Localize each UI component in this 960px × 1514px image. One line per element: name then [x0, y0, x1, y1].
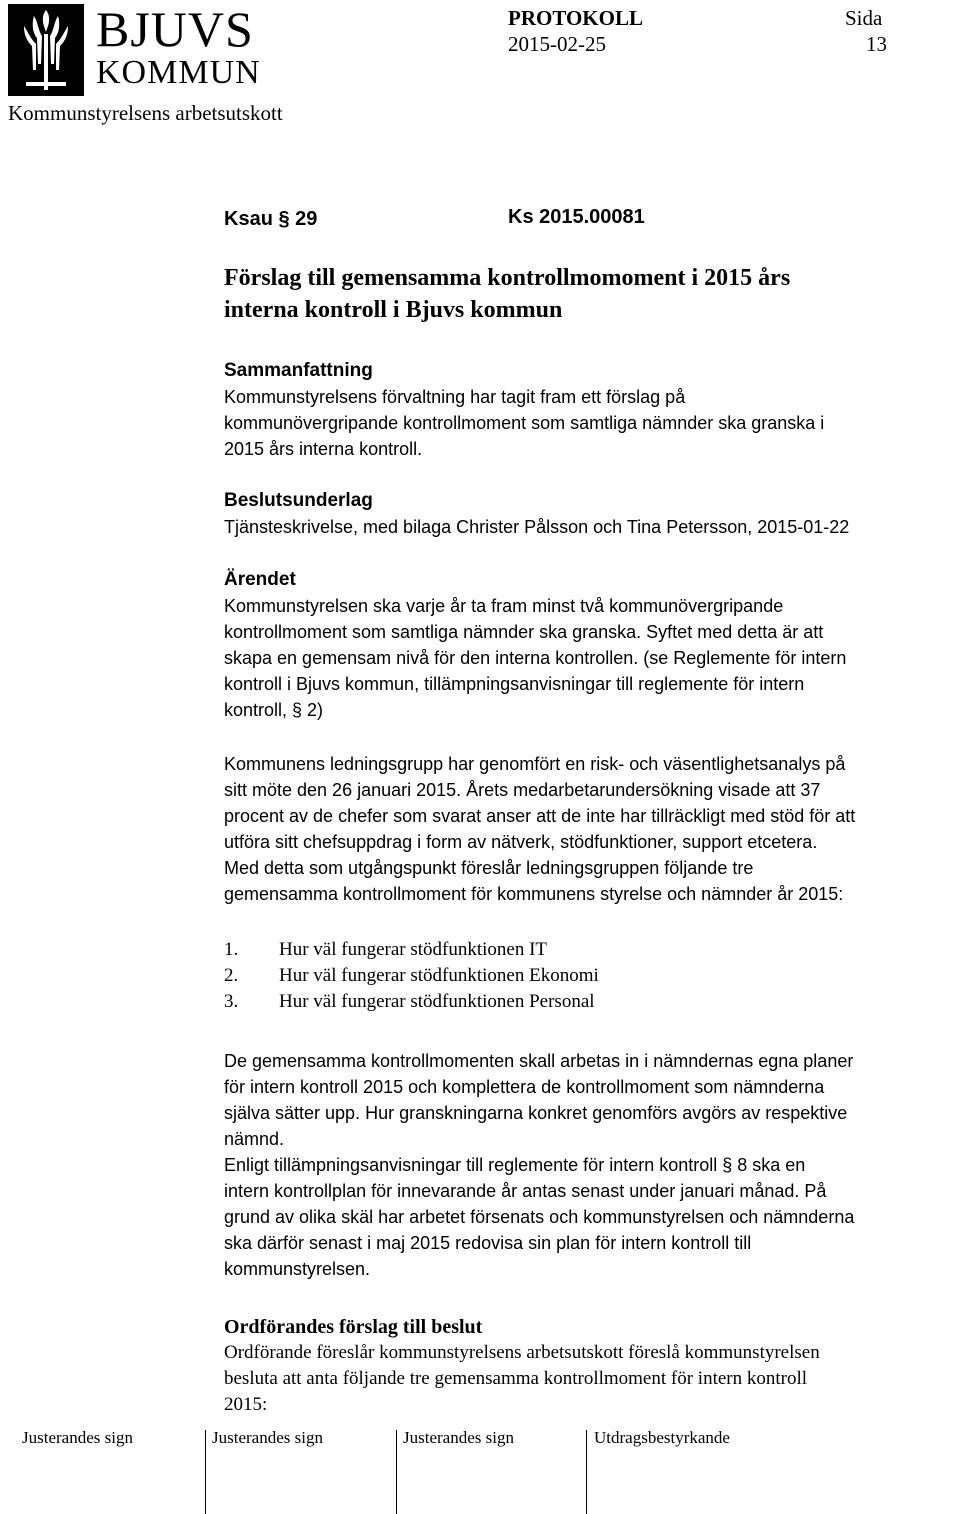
- text-line: 2015 års interna kontroll.: [224, 439, 423, 459]
- text-line: grund av olika skäl har arbetet försenats och kommunstyrelsen och nämnderna: [224, 1207, 855, 1227]
- list-number: 3.: [224, 991, 239, 1012]
- paragraph-plan: [224, 1048, 854, 1282]
- organ-name: Kommunstyrelsens arbetsutskott: [8, 101, 283, 125]
- signature-divider: [205, 1430, 206, 1514]
- text-line: Kommunens ledningsgrupp har genomfört en risk- och väsentlighetsanalys på: [224, 754, 846, 774]
- list-item: [224, 963, 599, 989]
- item-title: [224, 262, 924, 326]
- text-line: kommunövergripande kontrollmoment som samtliga nämnder ska granska i: [224, 413, 825, 433]
- text-line: Kommunstyrelsen ska varje år ta fram minst två kommunövergripande: [224, 596, 784, 616]
- text-line: kontroll, § 2): [224, 700, 324, 720]
- list-number: 2.: [224, 965, 239, 986]
- list-text: Hur väl fungerar stödfunktionen Ekonomi: [279, 965, 599, 986]
- text-line: Kommunstyrelsens förvaltning har tagit fram ett förslag på: [224, 387, 686, 407]
- section-arendet: [224, 567, 846, 723]
- section-sammanfattning: [224, 358, 824, 462]
- text-line: gemensamma kontrollmoment för kommunens styrelse och nämnder år 2015:: [224, 884, 844, 904]
- section-ordforande: [224, 1314, 820, 1418]
- text-line: procent av de chefer som svarat anser att de inte har tillräckligt med stöd för att: [224, 806, 856, 826]
- text-line: De gemensamma kontrollmomenten skall arbetas in i nämndernas egna planer: [224, 1051, 854, 1071]
- title-line: interna kontroll i Bjuvs kommun: [224, 297, 563, 323]
- page-label: Sida: [845, 6, 883, 30]
- text-line: Enligt tillämpningsanvisningar till reglemente för intern kontroll § 8 ska en: [224, 1155, 806, 1175]
- document-type: PROTOKOLL: [508, 6, 643, 30]
- text-line: skapa en gemensam nivå för den interna kontrollen. (se Reglemente för intern: [224, 648, 847, 668]
- text-line: Med detta som utgångspunkt föreslår ledningsgruppen följande tre: [224, 858, 754, 878]
- text-line: utföra sitt chefsuppdrag i form av nätverk, stödfunktioner, support etcetera.: [224, 832, 818, 852]
- list-item: [224, 989, 595, 1015]
- page-number: 13: [866, 32, 887, 56]
- list-text: Hur väl fungerar stödfunktionen IT: [279, 939, 548, 960]
- text-line: kommunstyrelsen.: [224, 1259, 371, 1279]
- section-beslutsunderlag: [224, 488, 849, 540]
- torch-emblem-icon: [8, 4, 84, 96]
- signature-divider: [396, 1430, 397, 1514]
- text-line: själva sätter upp. Hur granskningarna konkret genomförs avgörs av respektive: [224, 1103, 848, 1123]
- text-line: 2015:: [224, 1394, 268, 1415]
- signature-label: Justerandes sign: [22, 1428, 133, 1447]
- text-line: för intern kontroll 2015 och komplettera de kontrollmoment som nämnderna: [224, 1077, 825, 1097]
- text-line: Tjänsteskrivelse, med bilaga Christer Pålsson och Tina Petersson, 2015-01-22: [224, 517, 850, 537]
- text-line: besluta att anta följande tre gemensamma kontrollmoment för intern kontroll: [224, 1368, 808, 1389]
- signature-label: Justerandes sign: [403, 1428, 514, 1447]
- brand-name: BJUVS: [96, 1, 254, 57]
- signature-label: Justerandes sign: [212, 1428, 323, 1447]
- text-line: nämnd.: [224, 1129, 285, 1149]
- title-line: Förslag till gemensamma kontrollmomoment i 2015 års: [224, 265, 791, 291]
- case-number: Ks 2015.00081: [508, 206, 645, 228]
- list-item: [224, 937, 547, 963]
- text-line: sitt möte den 26 januari 2015. Årets medarbetarundersökning visade att 37: [224, 780, 821, 800]
- text-line: kontroll i Bjuvs kommun, tillämpningsanvisningar till reglemente för intern: [224, 674, 805, 694]
- paragraph-ledningsgrupp: [224, 751, 855, 907]
- meeting-date: 2015-02-25: [508, 32, 606, 56]
- paragraph-number: Ksau § 29: [224, 208, 318, 230]
- list-number: 1.: [224, 939, 239, 960]
- section-heading: Ärendet: [224, 569, 296, 590]
- text-line: intern kontrollplan för innevarande år antas senast under januari månad. På: [224, 1181, 827, 1201]
- list-text: Hur väl fungerar stödfunktionen Personal: [279, 991, 595, 1012]
- text-line: kontrollmoment som samtliga nämnder ska granska. Syftet med detta är att: [224, 622, 824, 642]
- municipality-logo: [8, 1, 261, 96]
- signature-divider: [586, 1430, 587, 1514]
- section-heading: Ordförandes förslag till beslut: [224, 1316, 483, 1338]
- text-line: ska därför senast i maj 2015 redovisa sin plan för intern kontroll till: [224, 1233, 752, 1253]
- certification-label: Utdragsbestyrkande: [594, 1428, 730, 1447]
- text-line: Ordförande föreslår kommunstyrelsens arbetsutskott föreslå kommunstyrelsen: [224, 1342, 820, 1363]
- section-heading: Sammanfattning: [224, 360, 373, 381]
- brand-subname: KOMMUN: [96, 54, 261, 91]
- section-heading: Beslutsunderlag: [224, 490, 373, 511]
